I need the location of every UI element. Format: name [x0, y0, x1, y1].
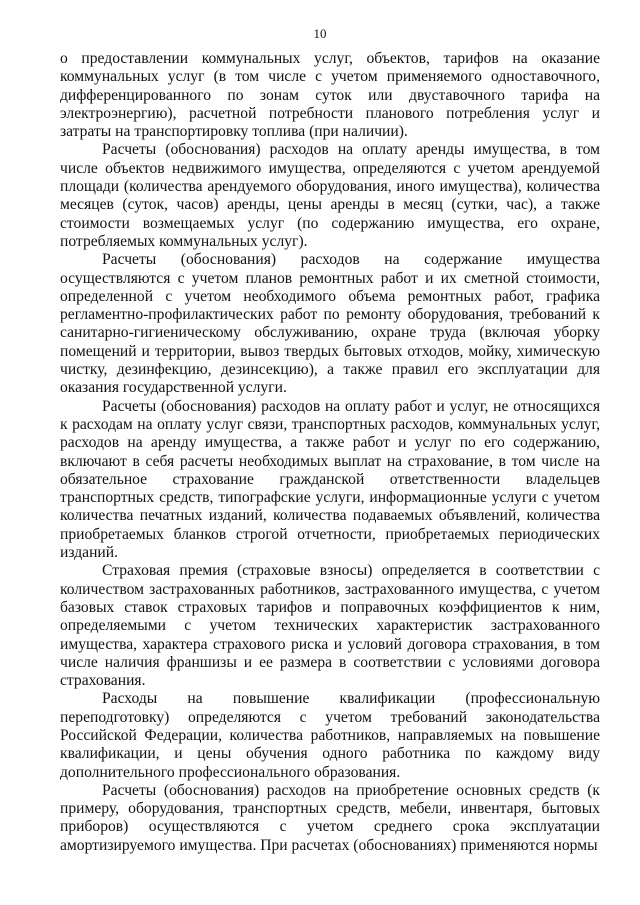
paragraph-utilities-continuation: о предоставлении коммунальных услуг, объектов, тарифов на оказание коммунальных услуг (в том числе с учетом применяемого одноставочного, дифференцированного по зонам суток или двуставочного тарифа на электроэнергию), расчетной потребности планового потребления услуг и затраты на транспортировку топлива (при наличии). [60, 50, 600, 141]
paragraph-fixed-assets: Расчеты (обоснования) расходов на приобретение основных средств (к примеру, оборудования, транспортных средств, мебели, инвентаря, бытовых приборов) осуществляются с учетом среднего срока эксплуатации амортизируемого имущества. При расчетах (обоснованиях) применяются нормы [60, 781, 600, 854]
document-body [60, 50, 600, 855]
paragraph-other-works-services: Расчеты (обоснования) расходов на оплату работ и услуг, не относящихся к расходам на оплату услуг связи, транспортных расходов, коммунальных услуг, расходов на аренду имущества, а также работ и услуг по его содержанию, включают в себя расчеты необходимых выплат на страхование, в том числе на обязательное страхование гражданской ответственности владельцев транспортных средств, типографские услуги, информационные услуги с учетом количества печатных изданий, количества подаваемых объявлений, количества приобретаемых бланков строгой отчетности, приобретаемых периодических изданий. [60, 397, 600, 562]
paragraph-property-maintenance: Расчеты (обоснования) расходов на содержание имущества осуществляются с учетом планов ремонтных работ и их сметной стоимости, определенной с учетом необходимого объема ремонтных работ, графика регламентно-профилактических работ по ремонту оборудования, требований к санитарно-гигиеническому обслуживанию, охране труда (включая уборку помещений и территории, вывоз твердых бытовых отходов, мойку, химическую чистку, дезинфекцию, дезинсекцию), а также правил его эксплуатации для оказания государственной услуги. [60, 251, 600, 397]
paragraph-rent-expenses: Расчеты (обоснования) расходов на оплату аренды имущества, в том числе объектов недвижимого имущества, определяются с учетом арендуемой площади (количества арендуемого оборудования, иного имущества), количества месяцев (суток, часов) аренды, цены аренды в месяц (сутки, час), а также стоимости возмещаемых услуг (по содержанию имущества, его охране, потребляемых коммунальных услуг). [60, 141, 600, 250]
paragraph-insurance-premium: Страховая премия (страховые взносы) определяется в соответствии с количеством застрахованных работников, застрахованного имущества, с учетом базовых ставок страховых тарифов и поправочных коэффициентов к ним, определяемыми с учетом технических характеристик застрахованного имущества, характера страхового риска и условий договора страхования, в том числе наличия франшизы и ее размера в соответствии с условиями договора страхования. [60, 562, 600, 690]
paragraph-qualification-training: Расходы на повышение квалификации (профессиональную переподготовку) определяются с учетом требований законодательства Российской Федерации, количества работников, направляемых на повышение квалификации, и цены обучения одного работника по каждому виду дополнительного профессионального образования. [60, 690, 600, 781]
page-number: 10 [313, 26, 327, 41]
